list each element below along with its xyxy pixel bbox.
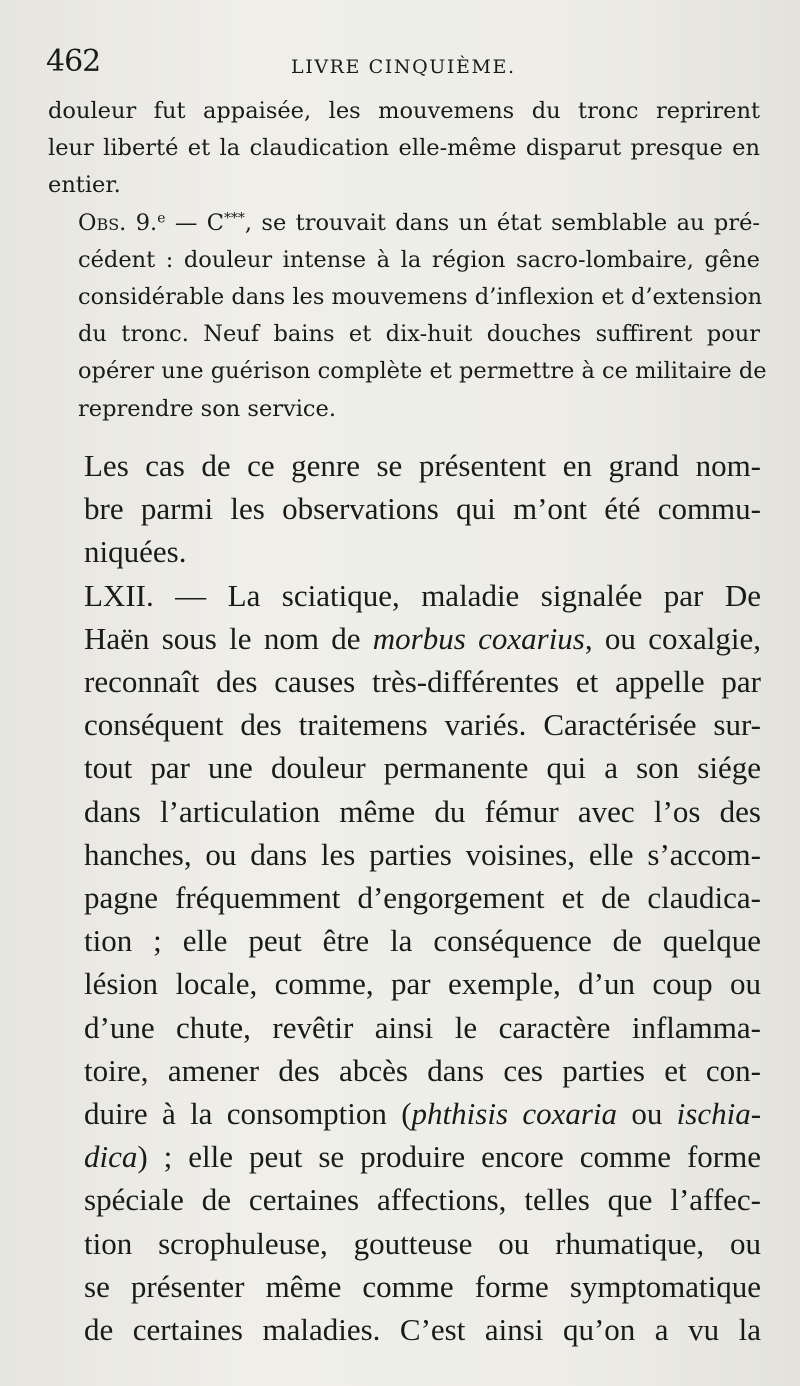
text-line: leur liberté et la claudication elle-même disparut presque en <box>48 135 760 162</box>
text-line <box>48 205 760 242</box>
text-segment: ) ; elle peut se produire encore comme forme <box>137 1139 761 1175</box>
text-line: tion ; elle peut être la conséquence de quelque <box>84 923 761 959</box>
obs-label: Obs. 9. <box>78 209 158 236</box>
text-line: d’une chute, revêtir ainsi le caractère inflamma- <box>84 1009 761 1045</box>
main-text-block <box>47 444 761 1351</box>
text-line: tout par une douleur permanente qui a son siége <box>84 750 761 786</box>
text-line: reconnaît des causes très-différentes et appelle par <box>84 664 761 700</box>
text-line: du tronc. Neuf bains et dix-huit douches suffirent pour <box>78 321 760 348</box>
text-segment: duire à la consomption ( <box>84 1096 412 1132</box>
obs-line-rest: , se trouvait dans un état semblable au pré- <box>244 209 761 236</box>
text-line <box>47 617 761 660</box>
italic-term: phthisis coxaria <box>411 1096 618 1132</box>
page-header <box>46 44 760 84</box>
italic-term: morbus coxarius <box>372 620 585 656</box>
text-line: considérable dans les mouvemens d’inflexion et d’extension <box>78 284 763 311</box>
obs-dash: — C <box>165 209 224 236</box>
text-line: reprendre son service. <box>78 395 336 422</box>
text-line: dans l’articulation même du fémur avec l’os des <box>84 793 761 829</box>
text-line: Les cas de ce genre se présentent en grand nom- <box>84 448 761 483</box>
text-line: lésion locale, comme, par exemple, d’un coup ou <box>84 966 761 1002</box>
paragraph-continuation <box>48 93 760 205</box>
text-line: conséquent des traitemens variés. Caractérisée sur- <box>84 707 761 743</box>
text-line: pagne fréquemment d’engorgement et de claudica- <box>84 880 761 916</box>
page-number: 462 <box>46 44 101 79</box>
text-line: de certaines maladies. C’est ainsi qu’on a vu la <box>84 1312 761 1348</box>
small-text-block <box>48 93 767 428</box>
text-line: LXII. — La sciatique, maladie signalée par De <box>84 577 761 613</box>
text-segment: ou <box>617 1096 677 1132</box>
text-line: toire, amener des abcès dans ces parties et con- <box>84 1052 761 1088</box>
text-line: opérer une guérison complète et permettre à ce militaire de <box>78 358 767 385</box>
text-line: douleur fut appaisée, les mouvemens du tronc reprirent <box>48 98 760 124</box>
text-line: tion scrophuleuse, goutteuse ou rhumatique, ou <box>84 1225 761 1261</box>
text-line: cédent : douleur intense à la région sacro-lombaire, gêne <box>78 246 760 273</box>
obs-stars: *** <box>223 209 245 226</box>
text-segment: , ou coxalgie, <box>584 620 761 656</box>
text-line: spéciale de certaines affections, telles que l’affec- <box>84 1182 761 1218</box>
text-segment: Haën sous le nom de <box>84 620 373 656</box>
text-line: bre parmi les observations qui m’ont été commu- <box>84 491 761 527</box>
text-line <box>47 1135 761 1178</box>
italic-term: dica <box>84 1139 138 1175</box>
observation-9 <box>48 205 767 428</box>
text-line: se présenter même comme forme symptomatique <box>84 1268 761 1304</box>
italic-term: ischia- <box>676 1096 762 1132</box>
text-line: hanches, ou dans les parties voisines, elle s’accom- <box>84 836 761 872</box>
paragraph-cases <box>47 444 761 574</box>
running-head: LIVRE CINQUIÈME. <box>291 56 516 78</box>
text-line: niquées. <box>84 534 187 570</box>
text-line: entier. <box>48 172 121 199</box>
text-line <box>47 1092 761 1135</box>
paragraph-lxii <box>47 574 761 1352</box>
obs-superscript: e <box>157 209 166 226</box>
